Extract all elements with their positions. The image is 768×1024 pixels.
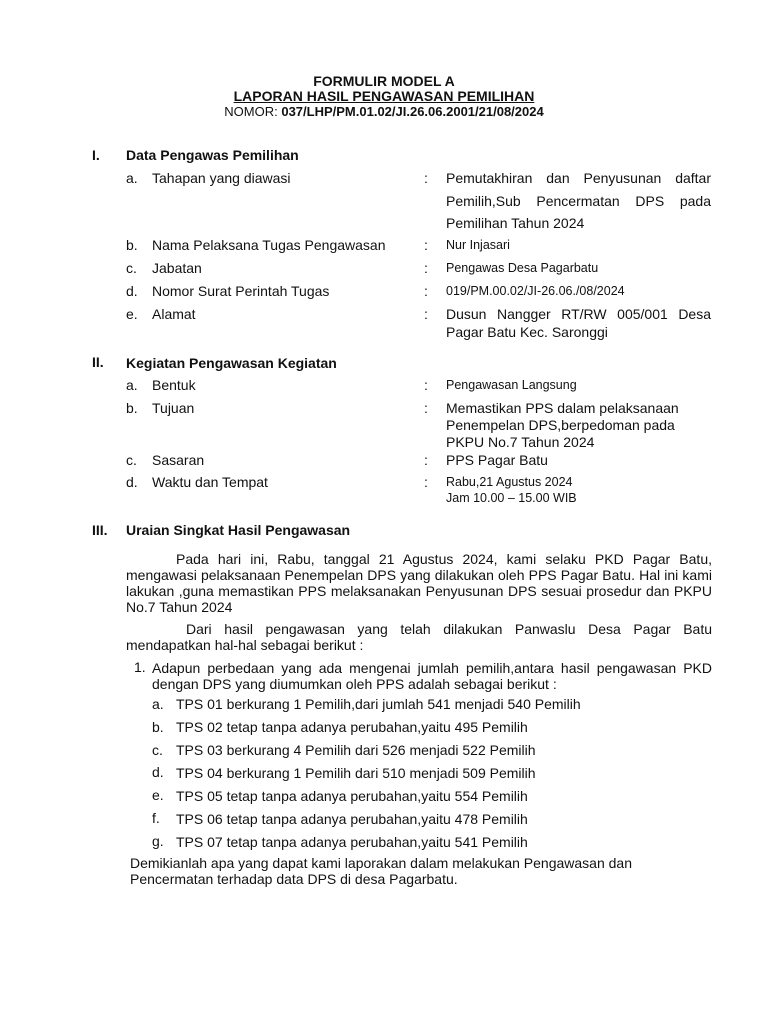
s1-row-c-colon: : [424,260,428,276]
s1-row-e-value-line1: Dusun Nangger RT/RW 005/001 Desa [446,306,711,322]
s1-row-d-colon: : [424,283,428,299]
sub-item-a-letter: a. [152,696,164,712]
s1-row-a-letter: a. [126,170,138,186]
report-title: LAPORAN HASIL PENGAWASAN PEMILIHAN [233,88,535,104]
s1-row-a-colon: : [424,170,428,186]
s2-row-c-label: Sasaran [152,452,205,468]
item-1-text: Adapun perbedaan yang ada mengenai jumlah pemilih,antara hasil pengawasan PKD dengan DPS yang diumumkan oleh PPS adalah sebagai berikut : [152,660,712,692]
s1-row-d-label: Nomor Surat Perintah Tugas [152,283,330,299]
nomor-value: 037/LHP/PM.01.02/JI.26.06.2001/21/08/2024 [281,104,544,119]
closing-paragraph: Demikianlah apa yang dapat kami laporakan dalam melakukan Pengawasan dan Pencermatan terhadap data DPS di desa Pagarbatu. [130,855,632,887]
section2-numeral: II. [92,354,104,370]
s2-row-c-value: PPS Pagar Batu [446,452,548,468]
s2-row-d-value-line1: Rabu,21 Agustus 2024 [446,475,573,489]
sub-item-d-letter: d. [152,764,164,780]
s2-row-a-colon: : [424,377,428,393]
s2-row-b-letter: b. [126,400,138,416]
s1-row-c-letter: c. [126,260,137,276]
s2-row-a-label: Bentuk [152,377,196,393]
sub-item-e-letter: e. [152,787,164,803]
sub-item-f-letter: f. [152,810,160,826]
s2-row-b-value-line3: PKPU No.7 Tahun 2024 [446,434,595,450]
sub-item-g-letter: g. [152,833,164,849]
item-1-number: 1. [134,659,146,675]
s1-row-a-value-line2: Pemilih,Sub Pencermatan DPS pada [446,193,711,209]
report-number [0,104,768,120]
s2-row-a-letter: a. [126,377,138,393]
paragraph-1: Pada hari ini, Rabu, tanggal 21 Agustus 2024, kami selaku PKD Pagar Batu, mengawasi pelaksanaan Penempelan DPS yang dilakukan oleh PPS Pagar Batu. Hal ini kami lakukan ,guna memastikan PPS melaksanakan Penyusunan DPS sesuai prosedur dan PKPU No.7 Tahun 2024 [126,551,712,615]
s2-row-b-value-line1: Memastikan PPS dalam pelaksanaan [446,400,679,416]
section3-title: Uraian Singkat Hasil Pengawasan [126,522,351,538]
paragraph-2: Dari hasil pengawasan yang telah dilakukan Panwaslu Desa Pagar Batu mendapatkan hal-hal sebagai berikut : [126,621,712,653]
s1-row-e-colon: : [424,306,428,322]
s2-row-d-colon: : [424,474,428,490]
sub-item-c-text: TPS 03 berkurang 4 Pemilih dari 526 menjadi 522 Pemilih [176,742,536,758]
form-title: FORMULIR MODEL A [313,73,455,89]
sub-item-a-text: TPS 01 berkurang 1 Pemilih,dari jumlah 541 menjadi 540 Pemilih [176,696,581,712]
s1-row-e-letter: e. [126,306,138,322]
nomor-label: NOMOR: [224,104,282,119]
sub-item-g-text: TPS 07 tetap tanpa adanya perubahan,yaitu 541 Pemilih [176,834,528,850]
s2-row-b-value-line2: Penempelan DPS,berpedoman pada [446,417,675,433]
s1-row-c-label: Jabatan [152,260,202,276]
sub-item-f-text: TPS 06 tetap tanpa adanya perubahan,yaitu 478 Pemilih [176,811,528,827]
sub-item-b-text: TPS 02 tetap tanpa adanya perubahan,yaitu 495 Pemilih [176,719,528,735]
sub-item-b-letter: b. [152,719,164,735]
s1-row-b-value: Nur Injasari [446,238,510,252]
s2-row-c-letter: c. [126,452,137,468]
s1-row-b-label: Nama Pelaksana Tugas Pengawasan [152,237,386,253]
s1-row-d-value: 019/PM.00.02/JI-26.06./08/2024 [446,284,625,298]
s1-row-b-colon: : [424,237,428,253]
sub-item-c-letter: c. [152,742,163,758]
s1-row-c-value: Pengawas Desa Pagarbatu [446,261,599,275]
s2-row-d-label: Waktu dan Tempat [152,474,268,490]
section2-title: Kegiatan Pengawasan Kegiatan [126,355,337,371]
s2-row-b-label: Tujuan [152,400,195,416]
s1-row-a-label: Tahapan yang diawasi [152,170,291,186]
s1-row-d-letter: d. [126,283,138,299]
sub-item-d-text: TPS 04 berkurang 1 Pemilih dari 510 menjadi 509 Pemilih [176,765,536,781]
s1-row-a-value-line1: Pemutakhiran dan Penyusunan daftar [446,170,711,186]
s2-row-d-value-line2: Jam 10.00 – 15.00 WIB [446,491,577,505]
s1-row-e-value-line2: Pagar Batu Kec. Saronggi [446,324,608,340]
section1-title: Data Pengawas Pemilihan [126,147,299,163]
section3-numeral: III. [92,522,108,538]
s2-row-b-colon: : [424,400,428,416]
s2-row-d-letter: d. [126,474,138,490]
sub-item-e-text: TPS 05 tetap tanpa adanya perubahan,yaitu 554 Pemilih [176,788,528,804]
s2-row-c-colon: : [424,452,428,468]
s2-row-a-value: Pengawasan Langsung [446,378,577,392]
s1-row-b-letter: b. [126,237,138,253]
s1-row-a-value-line3: Pemilihan Tahun 2024 [446,215,585,231]
s1-row-e-label: Alamat [152,306,196,322]
section1-numeral: I. [92,147,100,163]
